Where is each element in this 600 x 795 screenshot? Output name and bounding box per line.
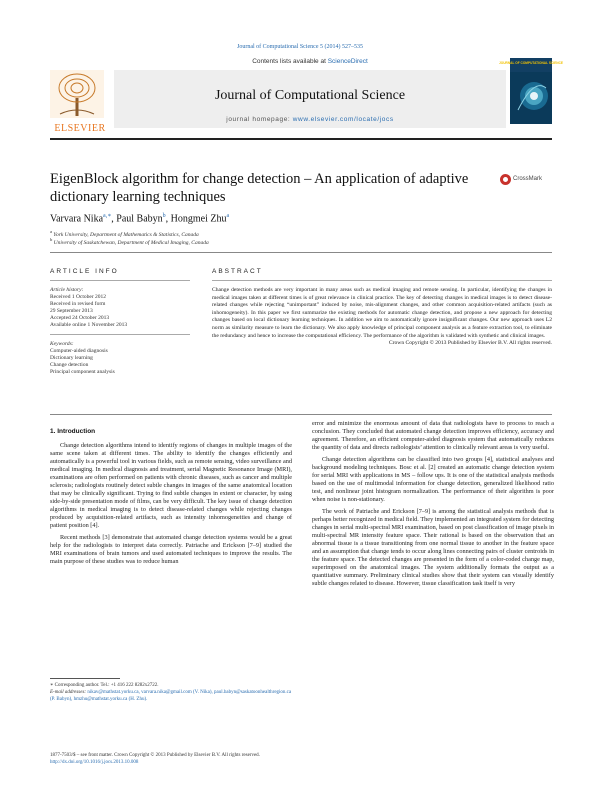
footnotes [50,682,294,703]
publisher-name: ELSEVIER [54,123,106,134]
author-affiliation-link[interactable]: b [162,213,166,219]
issn-block [50,752,530,766]
cover-art-icon [498,58,564,124]
article-info [50,268,190,376]
article-info-rule [50,334,190,335]
author-name: Hongmei Zhu [170,213,227,225]
email-links[interactable]: nikav@mathstat.yorku.ca, varvara.nika@gmail.com (V. Nika), paul.babyn@saskatoonhealthregion.ca (P. Babyn), hmzhu@mathstat.yorku.ca (H. Zhu). [50,690,292,702]
journal-reference[interactable]: Journal of Computational Science 5 (2014) 527–535 [237,44,363,50]
keyword: Computer-aided diagnosis [50,348,108,354]
crossmark-badge[interactable] [500,170,552,190]
author-affiliation-link[interactable]: a,∗ [103,213,112,219]
front-matter-bottom-rule [50,414,552,415]
journal-cover-image[interactable] [498,58,564,124]
abstract-text: Change detection methods are very important in many areas such as medical imaging and remote sensing. In particular, identifying the changes in medical images taken at different times is of great relevance in clinical practice. The key of detecting changes in medical images is to detect disease-related changes while rejecting “unimportant” induced by noise, mis-alignment changes, and other common acquisition-related artifacts (such as inhomogeneity). In this paper we first summarize the existing methods for automatic change detection, and propose a new approach for detecting changes based on local dictionary learning techniques. In addition we aim to automatically ignore insignificant changes. Our new approach uses L2 norm as similarity measure to learn the dictionary. We also apply knowledge of principal component analysis as a feature extraction tool, to eliminate the redundancy and hence to increase the computational efficiency. The performance of the algorithm is validated with synthetic and clinical images. [212,287,552,339]
affiliation [50,237,550,246]
footnote-rule [50,678,120,679]
keyword: Dictionary learning [50,355,93,361]
affiliation-marker: b [50,237,53,242]
body-paragraph: Change detection algorithms intend to identify regions of changes in multiple images of the same scene taken at different times. The ability to identify the changes efficiently and automatically is a powerful tool in various fields, such as remote sensing, video surveillance and medical imaging. In medical diagnosis and treatment, serial Magnetic Resonance Image (MRI), examinations are often performed on patients with chronic diseases, such as cancer and multiple sclerosis; radiologists routinely detect subtle changes in images of the same anatomical location that may be clinically significant. Trying to find subtle changes in extent or character, by using side-by-side presentation mode of films, can be very difficult. The key issue of change detection algorithms in medical imaging is to detect disease-related changes while rejecting changes produced by acquisition-related artifacts, such as intensity inhomogeneities and change of patient position [4]. [50,442,292,529]
contents-prefix: Contents lists available at [252,58,328,65]
elsevier-logo[interactable] [50,70,110,138]
history-item: Received in revised form [50,301,106,307]
history-item: Accepted 24 October 2013 [50,315,110,321]
author-affiliation-link[interactable]: a [226,213,230,219]
contents-line [114,58,506,65]
affiliation-text: University of Saskatchewan, Department of Medical Imaging, Canada [53,239,209,246]
journal-title: Journal of Computational Science [214,88,406,103]
masthead [50,58,564,138]
article-info-heading: ARTICLE INFO [50,268,119,275]
body-paragraph: The work of Patriache and Erickson [7–9] is among the statistical analysis methods that is perhaps better recognized in medical field. They implemented an integrated system for detecting changes in serial multi-spectral MRI examination, based on post classification of image pixels in multi-spectral MR intensity feature space. Their rational is based on the observation that an abnormal tissue is a tissue transitioning from one normal tissue to another in the feature space and an assumption that change tends to occur along lines connecting pairs of cluster centroids in the feature space. The detected changes are presented in the form of a color-coded change map, superimposed on the anatomical images. The system additionally formats the output as a quantitative summary. Preliminary clinical studies show that their system can visually identify subtle changes related to disease. However, tissue classification task itself is very [312,508,554,587]
body-left-column [50,428,292,570]
history-label: Article history: [50,287,84,293]
email-label: E-mail addresses: [50,690,87,695]
section-heading: 1. Introduction [50,428,96,435]
affiliation-marker: a [50,229,53,234]
corresponding-author-note: ∗ Corresponding author. Tel.: +1 416 222 8282x2722. [50,683,159,688]
affiliation-text: York University, Department of Mathematics & Statistics, Canada [53,231,199,238]
history-item: Received 1 October 2012 [50,294,107,300]
body-right-column [312,420,554,592]
author-name: Varvara Nika [50,213,104,225]
history-item: 29 September 2013 [50,308,93,314]
paper-title: EigenBlock algorithm for change detection – An application of adaptive dictionary learning techniques [50,171,469,205]
sciencedirect-link[interactable]: ScienceDirect [327,58,368,65]
keyword: Principal component analysis [50,369,115,375]
keyword: Change detection [50,362,89,368]
abstract [212,268,552,346]
body-paragraph: error and minimize the enormous amount of data that radiologists have to process to reach a conclusion. They concluded that automated change detection improves efficiency, accuracy and agreement. Therefore, an efficient computer-aided diagnosis system that automatically reduces the quantity of data and directs radiologists’ attention to clinically relevant areas is very useful. [312,420,554,451]
front-matter-rule [50,252,552,253]
cover-title-text: JOURNAL OF COMPUTATIONAL SCIENCE [498,61,564,65]
author-name: Paul Babyn [116,213,163,225]
issn-line: 1877-7503/$ – see front matter. Crown Copyright © 2013 Published by Elsevier B.V. All rights reserved. [50,753,260,758]
author-list: Varvara Nika$^{a,∗}$, Paul Babyn$^b$, Hongmei Zhu$^a$ [50,213,230,225]
elsevier-tree-icon [50,70,104,118]
history-item: Available online 1 November 2013 [50,322,128,328]
email-note [50,689,294,703]
doi-link[interactable]: http://dx.doi.org/10.1016/j.jocs.2013.10.008 [50,760,139,765]
keywords [50,341,190,376]
body-paragraph: Recent methods [3] demonstrate that automated change detection systems would be a great help for the radiologists to interpret data correctly. Patriache and Erickson [7–9] studied the MRI examinations of brain tumors and used automated techniques to improve the results. The main purpose of these studies was to reduce human [50,534,292,565]
crossmark-label: CrossMark [513,176,543,183]
abstract-rule [212,280,552,281]
homepage-link[interactable]: www.elsevier.com/locate/jocs [292,116,394,123]
abstract-heading: ABSTRACT [212,268,263,275]
article-history [50,287,190,329]
homepage-line [114,116,506,123]
article-info-rule [50,280,190,281]
crossmark-icon [500,174,511,185]
homepage-label: journal homepage: [226,116,293,123]
masthead-rule [50,138,552,140]
body-paragraph: Change detection algorithms can be classified into two groups [4], statistical analyses and background modeling techniques. Bosc et al. [2] created an automatic change detection system for serial MRI with applications in MS – follow ups. It is one of the statistical analysis methods based on the use of multimodal information for change detection, generalized likelihood ratio test, and nonlinear joint histogram normalization. The performance of their algorithm is poor when noise is non-stationary. [312,456,554,503]
keywords-label: Keywords: [50,341,74,347]
abstract-copyright: Crown Copyright © 2013 Published by Elsevier B.V. All rights reserved. [388,340,552,347]
